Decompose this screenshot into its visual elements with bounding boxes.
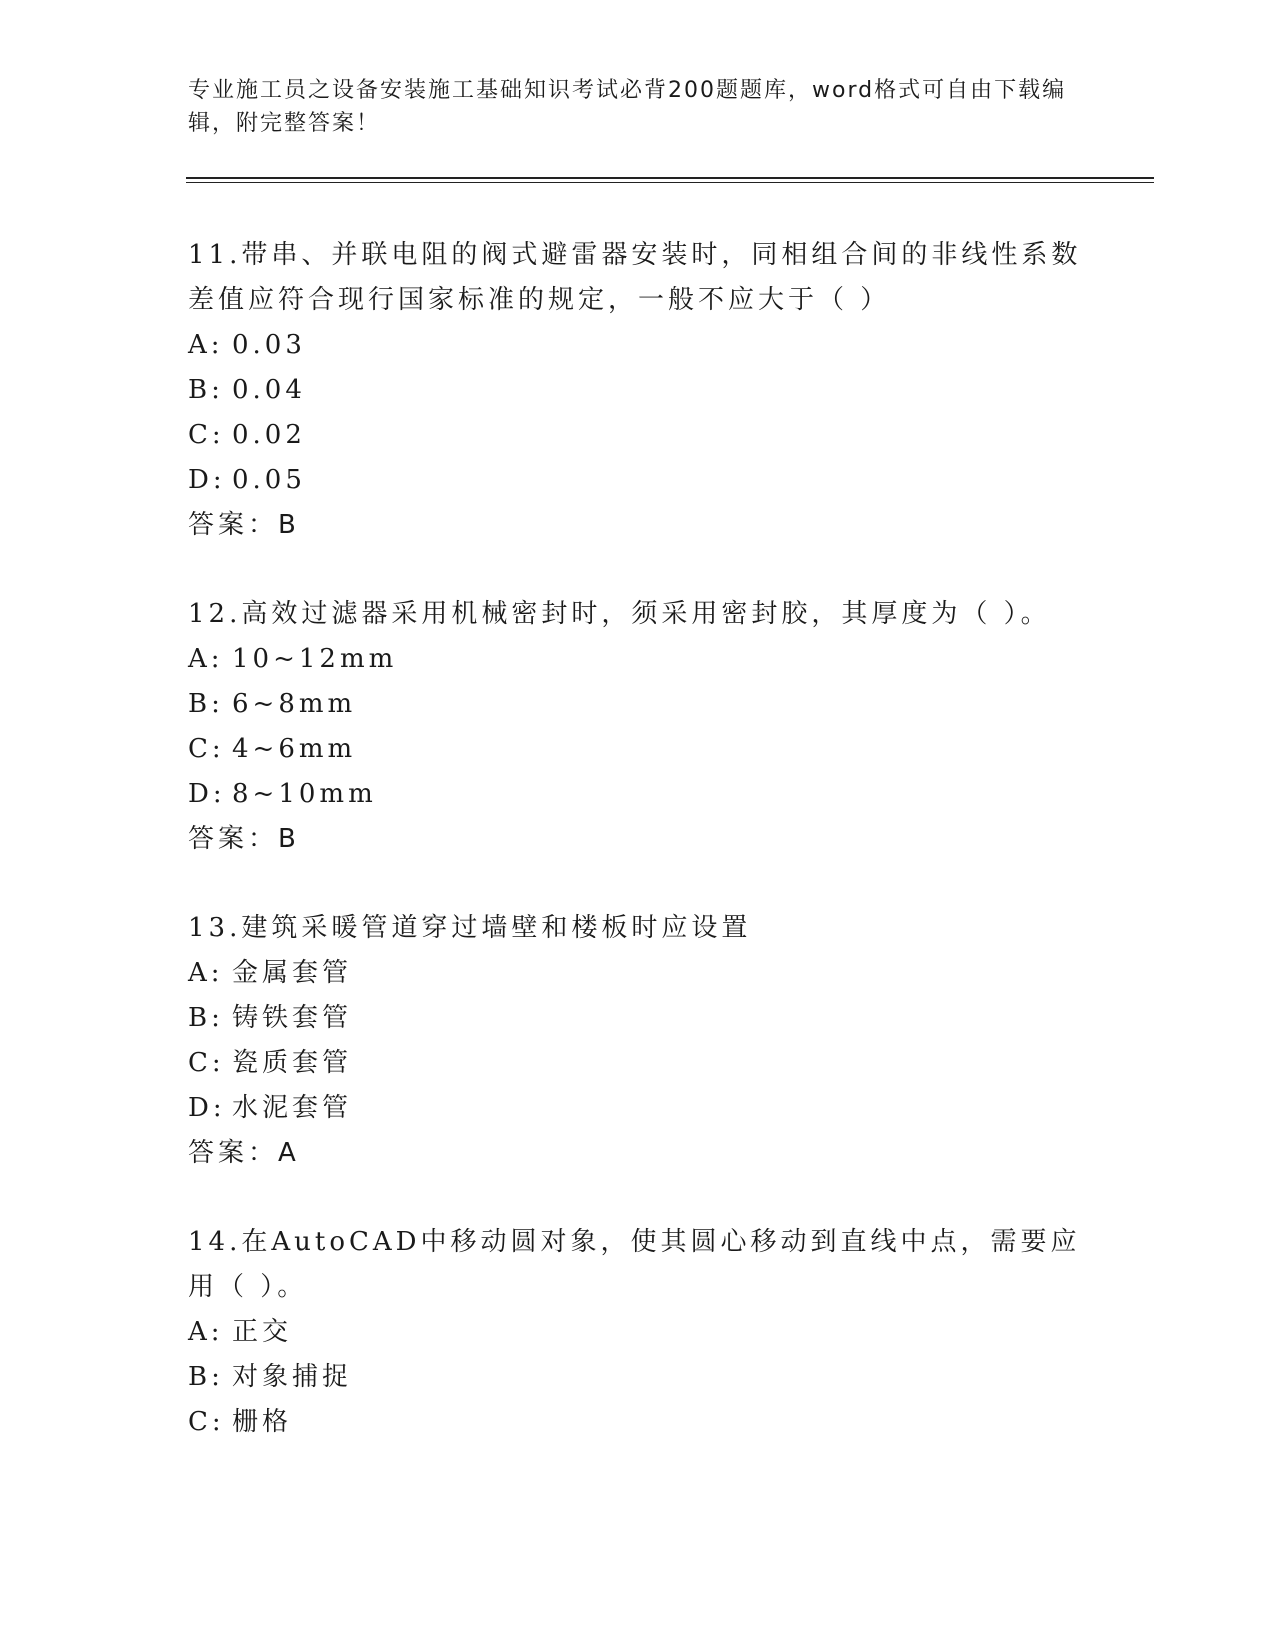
option-text: 正交 [232,1317,293,1347]
option-text: 0.04 [232,375,306,405]
option-letter: B: [188,1362,224,1392]
document-description: 专业施工员之设备安装施工基础知识考试必背200题题库，word格式可自由下载编辑，附完整答案！ [188,78,1067,136]
option-letter: A: [188,330,224,360]
option-text: 6~8mm [232,689,357,719]
option-letter: B: [188,375,224,405]
option-text: 0.03 [232,330,306,360]
option-b [188,996,1088,1041]
option-text: 10~12mm [232,644,398,674]
option-letter: C: [188,1048,225,1078]
option-d [188,772,1088,817]
header-divider-thin [186,182,1154,183]
question-stem: 13.建筑采暖管道穿过墙壁和楼板时应设置 [188,913,752,943]
question-14 [188,1220,1088,1445]
option-text: 栅格 [232,1407,293,1437]
question-12 [188,592,1088,862]
option-text: 4~6mm [232,734,357,764]
option-b [188,682,1088,727]
answer-line: 答案：B [188,510,300,540]
option-letter: B: [188,689,224,719]
option-text: 0.02 [232,420,306,450]
question-13 [188,906,1088,1176]
question-11 [188,233,1088,548]
option-letter: D: [188,1093,226,1123]
option-text: 水泥套管 [232,1093,353,1123]
option-d [188,458,1088,503]
option-letter: C: [188,1407,225,1437]
question-list [188,233,1088,1489]
option-c [188,1400,1088,1445]
option-text: 金属套管 [232,958,353,988]
header-divider-thick [186,177,1154,179]
option-text: 铸铁套管 [232,1003,353,1033]
option-b [188,368,1088,413]
option-letter: D: [188,779,226,809]
option-text: 0.05 [232,465,306,495]
option-text: 对象捕捉 [232,1362,353,1392]
option-letter: C: [188,420,225,450]
option-c [188,413,1088,458]
option-b [188,1355,1088,1400]
option-letter: B: [188,1003,224,1033]
option-a [188,951,1088,996]
option-text: 8~10mm [232,779,377,809]
option-letter: D: [188,465,226,495]
option-letter: C: [188,734,225,764]
option-text: 瓷质套管 [232,1048,353,1078]
option-a [188,323,1088,368]
answer-line: 答案：A [188,1138,300,1168]
question-stem: 14.在AutoCAD中移动圆对象，使其圆心移动到直线中点，需要应用（ ）。 [188,1227,1081,1302]
answer-line: 答案：B [188,824,300,854]
question-stem: 11.带串、并联电阻的阀式避雷器安装时，同相组合间的非线性系数差值应符合现行国家标准的规定，一般不应大于（ ） [188,240,1082,315]
option-c [188,1041,1088,1086]
option-letter: A: [188,1317,224,1347]
option-letter: A: [188,958,224,988]
option-c [188,727,1088,772]
option-a [188,1310,1088,1355]
question-stem: 12.高效过滤器采用机械密封时，须采用密封胶，其厚度为（ ）。 [188,599,1051,629]
option-d [188,1086,1088,1131]
option-a [188,637,1088,682]
option-letter: A: [188,644,224,674]
